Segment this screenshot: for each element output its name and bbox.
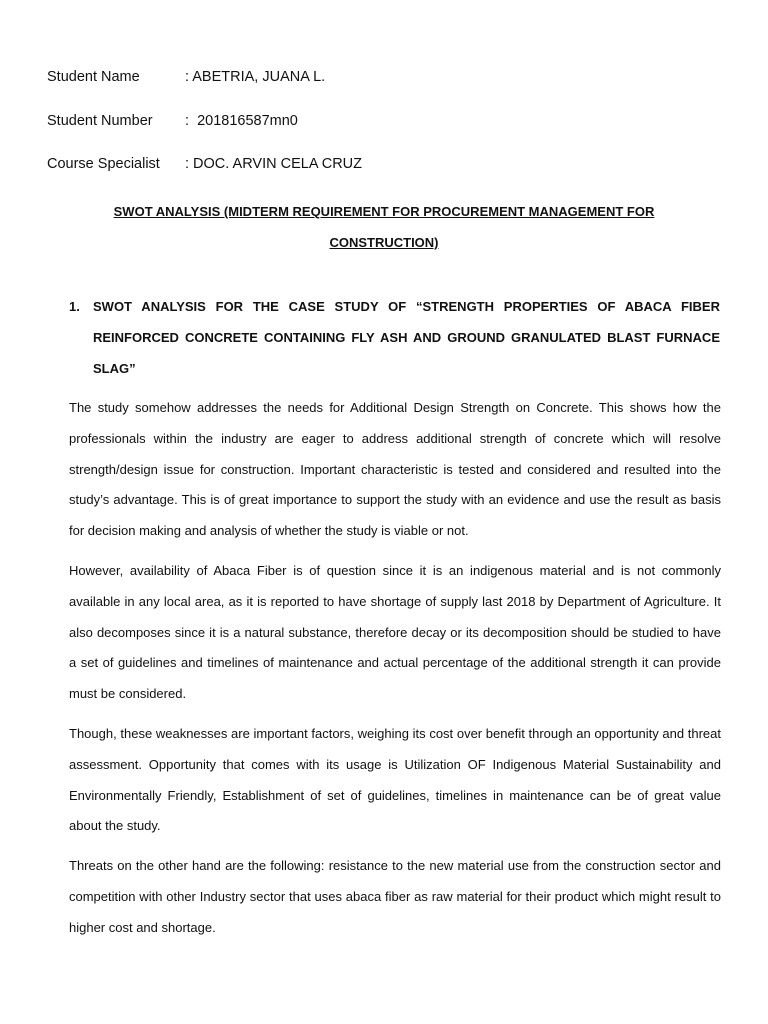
student-number-label: Student Number: [47, 113, 153, 129]
section-heading: [69, 291, 720, 384]
paragraph-opportunities: Though, these weaknesses are important factors, weighing its cost over benefit through an opportunity and threat assessment. Opportunity that comes with its usage is Utilization OF Indigenous Material Sustainability and Environmentally Friendly, Establishment of set of guidelines, timelines in maintenance can be of great value about the study.: [69, 725, 721, 834]
course-specialist-value: : DOC. ARVIN CELA CRUZ: [185, 156, 362, 172]
student-name-label: Student Name: [47, 69, 140, 85]
course-specialist-label: Course Specialist: [47, 156, 160, 172]
section-heading-text: SWOT ANALYSIS FOR THE CASE STUDY OF “STRENGTH PROPERTIES OF ABACA FIBER REINFORCED CONCRETE CONTAINING FLY ASH AND GROUND GRANULATED BLAST FURNACE SLAG”: [93, 299, 720, 376]
student-number-row: [47, 112, 298, 130]
course-specialist-row: [47, 155, 362, 173]
section-number: 1.: [69, 299, 80, 314]
student-name-row: [47, 68, 325, 86]
paragraph-strengths: The study somehow addresses the needs for Additional Design Strength on Concrete. This shows how the professionals within the industry are eager to address additional strength of concrete which will resolve strength/design issue for construction. Important characteristic is tested and considered and resulted into the study’s advantage. This is of great importance to support the study with an evidence and use the result as basis for decision making and analysis of whether the study is viable or not.: [69, 400, 721, 539]
document-title: SWOT ANALYSIS (MIDTERM REQUIREMENT FOR PROCUREMENT MANAGEMENT FOR CONSTRUCTION): [113, 204, 655, 250]
student-number-value: : 201816587mn0: [185, 113, 298, 129]
student-name-value: : ABETRIA, JUANA L.: [185, 69, 326, 85]
paragraph-threats: Threats on the other hand are the following: resistance to the new material use from the construction sector and competition with other Industry sector that uses abaca fiber as raw material for their product which might result to higher cost and shortage.: [69, 858, 721, 935]
body-text: [69, 393, 721, 944]
paragraph-weaknesses: However, availability of Abaca Fiber is of question since it is an indigenous material and is not commonly available in any local area, as it is reported to have shortage of supply last 2018 by Department of Agriculture. It also decomposes since it is a natural substance, therefore decay or its decomposition should be studied to have a set of guidelines and timelines of maintenance and actual percentage of the additional strength it can provide must be considered.: [69, 562, 721, 702]
